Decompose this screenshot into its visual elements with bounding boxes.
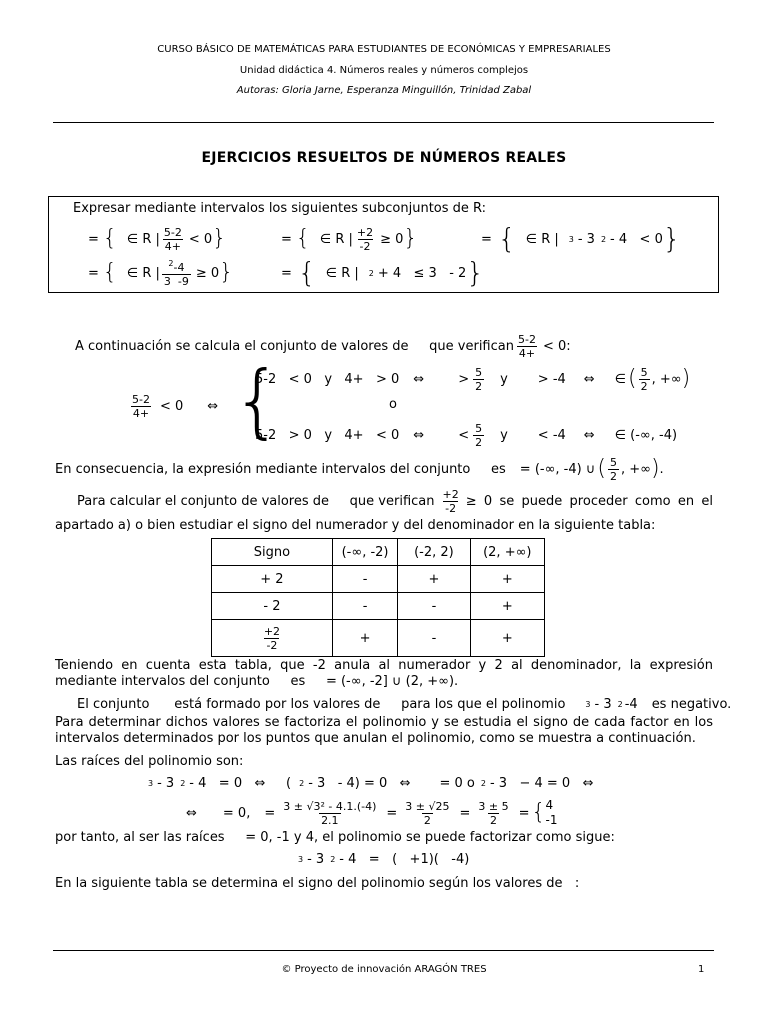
fraction: $\frac{5-2}{4+}$ <box>163 225 182 253</box>
page-title: EJERCICIOS RESUELTOS DE NÚMEROS REALES <box>201 150 567 166</box>
fraction: $\frac{+2}{-2}$ <box>356 225 374 253</box>
fraction: $\frac{5}{2}$ <box>609 455 617 483</box>
part-a-lhs: $\frac{5-2}{4+}$ < 0 ⇔ <box>132 392 219 420</box>
case-1: 5-2 < 0 y 4+ > 0 ⇔ > $\frac{5}{2}$ y > -4 ⇔ ∈ ( $\frac{5}{2}$ , +∞ ) <box>255 365 691 393</box>
fraction: $\frac{^2-4}{3 -9}$ <box>163 258 189 288</box>
table-row-label: - 2 <box>212 593 333 620</box>
table-cell: + <box>470 620 544 657</box>
table-row <box>212 593 545 620</box>
table-cell: - <box>332 593 397 620</box>
fraction: $\frac{5}{2}$ <box>640 365 648 393</box>
table-cell: - <box>332 566 397 593</box>
roots-intro: Las raíces del polinomio son: <box>55 754 244 769</box>
left-brace: { <box>497 222 516 255</box>
header-unit: Unidad didáctica 4. Números reales y números complejos <box>239 65 529 76</box>
right-brace: } <box>662 222 681 255</box>
roots-equation-2: ⇔ = 0, = $\frac{\text{3 ± √3² - 4.1.(-4)}}{2.1}$ = $\frac{3 \pm √25}{2}$ = $\frac{3 \pm 5}{2}$ = { 4 -1 <box>186 798 558 827</box>
part-c-p3: intervalos determinados por los puntos que anulan el polinomio, como se muestra a continuación. <box>55 731 696 746</box>
system-brace: { <box>232 354 283 447</box>
sign-table-b <box>211 538 545 657</box>
case-2: 5-2 > 0 y 4+ < 0 ⇔ < $\frac{5}{2}$ y < -4 ⇔ ∈ (-∞, -4) <box>255 421 678 449</box>
table-header: (2, +∞) <box>470 539 544 566</box>
table-cell: + <box>470 593 544 620</box>
header-course: CURSO BÁSICO DE MATEMÁTICAS PARA ESTUDIANTES DE ECONÓMICAS Y EMPRESARIALES <box>157 44 611 55</box>
left-brace: { <box>297 256 316 289</box>
table-header-row <box>212 539 545 566</box>
set-c: = { ∈ R | 3 - 3 2 - 4 < 0 } <box>481 222 681 255</box>
problem-intro: Expresar mediante intervalos los siguientes subconjuntos de R: <box>73 201 487 216</box>
table-row-label <box>212 620 333 657</box>
roots-list: 4 -1 <box>545 798 558 827</box>
factorization-intro: por tanto, al ser las raíces = 0, -1 y 4, el polinomio se puede factorizar como sigue: <box>55 830 615 845</box>
set-d: = { ∈ R | $\frac{^2-4}{3 -9}$ ≥ 0 } <box>88 258 234 288</box>
left-brace: { <box>102 260 117 285</box>
table-cell: - <box>398 620 470 657</box>
part-a-intro: A continuación se calcula el conjunto de valores de que verifican $\frac{5-2}{4+}$ < 0: <box>75 332 571 360</box>
left-brace: { <box>102 226 117 251</box>
table-header: (-∞, -2) <box>332 539 397 566</box>
footer-rule <box>53 950 714 951</box>
part-b-intro-2: apartado a) o bien estudiar el signo del numerador y del denominador en la siguiente tabla: <box>55 518 656 533</box>
part-c-p2: Para determinar dichos valores se factoriza el polinomio y se estudia el signo de cada factor en los <box>55 715 713 730</box>
fraction: $\frac{3 \pm 5}{2}$ <box>478 799 509 827</box>
part-b-conclusion-2: mediante intervalos del conjunto es = (-∞, -2] ∪ (2, +∞). <box>55 674 459 689</box>
part-a-conclusion: En consecuencia, la expresión mediante intervalos del conjunto es = (-∞, -4) ∪ ( $\frac{5}{2}$ , +∞ ) . <box>55 455 664 483</box>
left-brace: { <box>531 800 546 825</box>
right-brace: } <box>466 256 485 289</box>
or-text: o <box>389 397 397 412</box>
table-cell: + <box>398 566 470 593</box>
fraction: $\frac{3 \pm √25}{2}$ <box>405 799 450 827</box>
table-row <box>212 566 545 593</box>
table-header: Signo <box>212 539 333 566</box>
factorization: 3 - 3 2 - 4 = ( +1)( -4) <box>298 852 470 867</box>
part-b-intro: Para calcular el conjunto de valores de que verifican $\frac{+2}{-2}$ ≥ 0 se puede proceder como en el <box>77 487 713 515</box>
set-b: = { ∈ R | $\frac{+2}{-2}$ ≥ 0 } <box>281 225 418 253</box>
table-row-label: + 2 <box>212 566 333 593</box>
table-row <box>212 620 545 657</box>
fraction: $\frac{+2}{-2}$ <box>263 624 281 652</box>
right-brace: } <box>212 226 227 251</box>
table-cell: + <box>470 566 544 593</box>
set-a: = { ∈ R | $\frac{5-2}{4+}$ < 0 } <box>88 225 227 253</box>
left-brace: { <box>295 226 310 251</box>
table-header: (-2, 2) <box>398 539 470 566</box>
page-number: 1 <box>698 964 705 975</box>
fraction: $\frac{\text{3 ± √3² - 4.1.(-4)}}{2.1}$ <box>283 799 377 827</box>
set-e: = { ∈ R | 2 + 4 ≤ 3 - 2 } <box>281 256 485 289</box>
roots-equation-1: 3 - 3 2 - 4 = 0 ⇔ ( 2 - 3 - 4) = 0 ⇔ = 0 o 2 - 3 − 4 = 0 ⇔ <box>148 776 594 791</box>
next-table-intro: En la siguiente tabla se determina el signo del polinomio según los valores de : <box>55 876 580 891</box>
header-rule <box>53 122 714 123</box>
table-cell: + <box>332 620 397 657</box>
fraction: $\frac{5}{2}$ <box>475 365 483 393</box>
part-b-conclusion-1: Teniendo en cuenta esta tabla, que -2 anula al numerador y 2 al denominador, la expresión <box>55 658 713 673</box>
part-c-intro: El conjunto está formado por los valores de para los que el polinomio 3 - 3 2 -4 es negativo. <box>77 697 732 712</box>
right-brace: } <box>403 226 418 251</box>
fraction: $\frac{5}{2}$ <box>475 421 483 449</box>
fraction: $\frac{5-2}{4+}$ <box>517 332 536 360</box>
footer-project: © Proyecto de innovación ARAGÓN TRES <box>281 964 487 975</box>
fraction: $\frac{5-2}{4+}$ <box>132 392 150 420</box>
right-brace: } <box>219 260 234 285</box>
header-authors: Autoras: Gloria Jarne, Esperanza Minguillón, Trinidad Zabal <box>236 85 532 96</box>
fraction: $\frac{+2}{-2}$ <box>442 487 459 515</box>
table-cell: - <box>398 593 470 620</box>
